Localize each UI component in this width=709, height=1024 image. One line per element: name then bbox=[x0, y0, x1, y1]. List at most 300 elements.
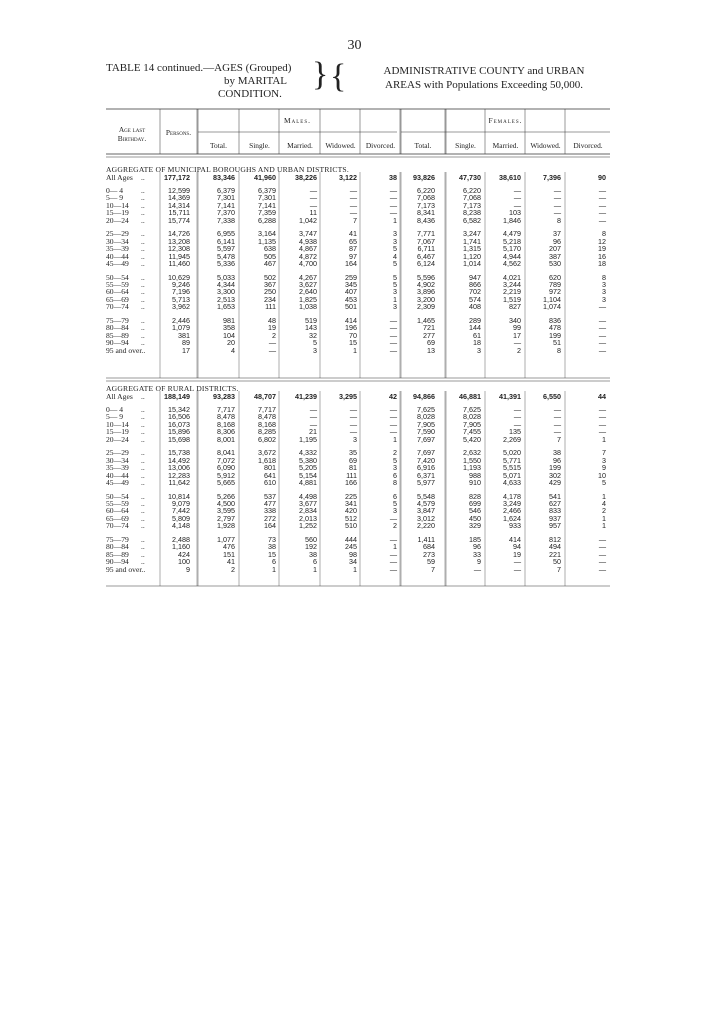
table-cell: 6,467 bbox=[417, 251, 435, 261]
table-cell: 972 bbox=[549, 287, 561, 297]
table-cell: 2,269 bbox=[503, 434, 521, 444]
table-cell: — bbox=[598, 564, 606, 574]
table-cell: 20 bbox=[227, 338, 235, 348]
table-cell: 12,308 bbox=[168, 244, 190, 254]
table-cell: 4,938 bbox=[299, 236, 317, 246]
table-cell: 12,599 bbox=[168, 186, 190, 195]
table-cell: 1 bbox=[393, 542, 397, 552]
table-cell: 166 bbox=[345, 478, 357, 488]
header-col-1: Single. bbox=[249, 141, 270, 150]
table-cell: 1,074 bbox=[543, 302, 561, 312]
table-cell: 1,741 bbox=[463, 236, 481, 246]
table-cell: 478 bbox=[549, 323, 561, 333]
table-cell: 6,141 bbox=[217, 236, 235, 246]
table-cell: 10,629 bbox=[168, 272, 190, 282]
header-males: Males. bbox=[284, 116, 311, 125]
age-label: 70—74 bbox=[106, 302, 129, 312]
table-cell: — bbox=[389, 419, 397, 429]
table-cell: 1 bbox=[602, 513, 606, 523]
table-cell: 8,478 bbox=[217, 412, 235, 422]
table-cell: 70 bbox=[349, 330, 357, 340]
leader-dots: .. bbox=[141, 506, 145, 516]
header-col-0: Total. bbox=[210, 141, 227, 150]
table-cell: 9 bbox=[602, 463, 606, 473]
leader-dots: .. bbox=[141, 330, 145, 340]
table-cell: 512 bbox=[345, 513, 357, 523]
table-cell: 3 bbox=[477, 345, 481, 355]
table-cell: — bbox=[598, 542, 606, 552]
table-cell: — bbox=[349, 186, 357, 195]
table-cell: — bbox=[598, 534, 606, 544]
age-label: 5— 9 bbox=[106, 412, 124, 422]
table-cell: 94,866 bbox=[413, 392, 435, 401]
page-number: 30 bbox=[347, 38, 362, 53]
table-cell: 5,596 bbox=[417, 272, 435, 282]
table-cell: 1,618 bbox=[258, 455, 276, 465]
table-cell: 4 bbox=[393, 251, 397, 261]
table-cell: 15,738 bbox=[168, 448, 190, 458]
table-cell: 641 bbox=[264, 470, 276, 480]
table-cell: 177,172 bbox=[164, 173, 190, 182]
table-cell: 225 bbox=[345, 491, 357, 501]
table-cell: 1,653 bbox=[217, 302, 235, 312]
table-cell: 6,379 bbox=[258, 186, 276, 195]
table-cell: 2 bbox=[602, 506, 606, 516]
table-cell: 7,173 bbox=[463, 200, 481, 210]
table-cell: 245 bbox=[345, 542, 357, 552]
table-cell: — bbox=[553, 412, 561, 422]
table-cell: 4,332 bbox=[299, 448, 317, 458]
table-cell: 408 bbox=[469, 302, 481, 312]
table-cell: — bbox=[598, 405, 606, 414]
table-cell: 3,962 bbox=[172, 302, 190, 312]
table-cell: 5 bbox=[393, 272, 397, 282]
table-cell: 15,896 bbox=[168, 427, 190, 437]
age-label: 75—79 bbox=[106, 534, 129, 544]
table-cell: 234 bbox=[264, 294, 276, 304]
table-cell: — bbox=[598, 419, 606, 429]
table-cell: — bbox=[598, 302, 606, 312]
age-label: 80—84 bbox=[106, 542, 129, 552]
age-label: All Ages bbox=[106, 392, 133, 401]
table-cell: — bbox=[389, 412, 397, 422]
table-cell: — bbox=[349, 427, 357, 437]
table-cell: 329 bbox=[469, 521, 481, 531]
table-cell: 5,154 bbox=[299, 470, 317, 480]
table-cell: 51 bbox=[553, 338, 561, 348]
table-cell: 414 bbox=[509, 534, 521, 544]
table-cell: 15 bbox=[268, 549, 276, 559]
table-cell: 96 bbox=[553, 455, 561, 465]
table-cell: 18 bbox=[473, 338, 481, 348]
leader-dots: .. bbox=[141, 193, 145, 203]
table-cell: 151 bbox=[223, 549, 235, 559]
age-label: All Ages bbox=[106, 173, 133, 182]
table-cell: 89 bbox=[182, 338, 190, 348]
table-cell: 2,309 bbox=[417, 302, 435, 312]
table-cell: — bbox=[598, 412, 606, 422]
table-cell: 15,698 bbox=[168, 434, 190, 444]
table-cell: — bbox=[349, 412, 357, 422]
leader-dots: .. bbox=[141, 491, 145, 501]
table-cell: 38 bbox=[268, 542, 276, 552]
table-cell: 5 bbox=[393, 455, 397, 465]
age-label: 95 and over.. bbox=[106, 345, 146, 355]
table-cell: 7,625 bbox=[463, 405, 481, 414]
table-cell: 7,072 bbox=[217, 455, 235, 465]
table-cell: 19 bbox=[268, 323, 276, 333]
table-cell: — bbox=[389, 330, 397, 340]
table-cell: 7 bbox=[557, 434, 561, 444]
table-cell: 1 bbox=[393, 434, 397, 444]
table-cell: 1 bbox=[393, 294, 397, 304]
table-cell: 7,442 bbox=[172, 506, 190, 516]
table-cell: 3 bbox=[602, 294, 606, 304]
table-cell: 3,672 bbox=[258, 448, 276, 458]
table-cell: 6,916 bbox=[417, 463, 435, 473]
table-cell: 1,120 bbox=[463, 251, 481, 261]
table-cell: 96 bbox=[473, 542, 481, 552]
table-cell: 185 bbox=[469, 534, 481, 544]
table-cell: 1 bbox=[602, 491, 606, 501]
table-cell: 7,717 bbox=[217, 405, 235, 414]
table-cell: 42 bbox=[389, 392, 397, 401]
table-cell: 4,881 bbox=[299, 478, 317, 488]
table-cell: 3,847 bbox=[417, 506, 435, 516]
header-col-7: Married. bbox=[492, 141, 519, 150]
table-cell: — bbox=[389, 193, 397, 203]
table-cell: 221 bbox=[549, 549, 561, 559]
table-cell: 1 bbox=[313, 564, 317, 574]
table-cell: 14,726 bbox=[168, 229, 190, 239]
section-title: AGGREGATE OF MUNICIPAL BOROUGHS AND URBAN DISTRICTS. bbox=[106, 165, 349, 174]
table-cell: 3 bbox=[393, 463, 397, 473]
table-cell: 494 bbox=[549, 542, 561, 552]
header-females: Females. bbox=[488, 116, 523, 125]
age-label: 30—34 bbox=[106, 236, 129, 246]
table-cell: 6,711 bbox=[417, 244, 435, 254]
table-cell: 18 bbox=[598, 259, 606, 269]
table-cell: 5,266 bbox=[217, 491, 235, 501]
table-cell: 73 bbox=[268, 534, 276, 544]
table-cell: 199 bbox=[549, 330, 561, 340]
table-cell: 560 bbox=[305, 534, 317, 544]
table-cell: 48 bbox=[268, 315, 276, 325]
table-cell: 7,338 bbox=[217, 215, 235, 225]
leader-dots: .. bbox=[141, 208, 145, 218]
table-cell: 196 bbox=[345, 323, 357, 333]
table-cell: 4,902 bbox=[417, 279, 435, 289]
table-cell: 510 bbox=[345, 521, 357, 531]
table-cell: 2,220 bbox=[417, 521, 435, 531]
table-cell: — bbox=[389, 345, 397, 355]
table-cell: 5,380 bbox=[299, 455, 317, 465]
table-cell: 381 bbox=[178, 330, 190, 340]
table-cell: — bbox=[513, 405, 521, 414]
table-cell: 4,867 bbox=[299, 244, 317, 254]
age-label: 30—34 bbox=[106, 455, 129, 465]
table-cell: 3 bbox=[602, 287, 606, 297]
table-cell: 6,371 bbox=[417, 470, 435, 480]
table-cell: 1,624 bbox=[503, 513, 521, 523]
table-cell: 259 bbox=[345, 272, 357, 282]
table-cell: 6,955 bbox=[217, 229, 235, 239]
table-cell: 429 bbox=[549, 478, 561, 488]
table-cell: 41 bbox=[227, 557, 235, 567]
age-label: 50—54 bbox=[106, 491, 129, 501]
table-cell: — bbox=[553, 208, 561, 218]
leader-dots: .. bbox=[141, 236, 145, 246]
table-cell: — bbox=[309, 419, 317, 429]
table-cell: — bbox=[268, 338, 276, 348]
leader-dots: .. bbox=[141, 173, 145, 182]
table-cell: — bbox=[513, 412, 521, 422]
age-label: 50—54 bbox=[106, 272, 129, 282]
table-cell: 910 bbox=[469, 478, 481, 488]
table-cell: 8,436 bbox=[417, 215, 435, 225]
table-cell: 2 bbox=[393, 521, 397, 531]
age-label: 55—59 bbox=[106, 279, 129, 289]
table-cell: 135 bbox=[509, 427, 521, 437]
table-cell: 90 bbox=[598, 173, 606, 182]
table-cell: 103 bbox=[509, 208, 521, 218]
leader-dots: .. bbox=[141, 448, 145, 458]
table-cell: 3 bbox=[393, 229, 397, 239]
table-cell: 3,747 bbox=[299, 229, 317, 239]
table-cell: 4,872 bbox=[299, 251, 317, 261]
age-label: 0— 4 bbox=[106, 405, 124, 414]
leader-dots: .. bbox=[141, 294, 145, 304]
table-cell: 93,826 bbox=[413, 173, 435, 182]
table-cell: — bbox=[349, 193, 357, 203]
leader-dots: .. bbox=[141, 498, 145, 508]
table-cell: 7,905 bbox=[417, 419, 435, 429]
table-cell: 1,928 bbox=[217, 521, 235, 531]
table-cell: 3 bbox=[602, 455, 606, 465]
table-cell: 444 bbox=[345, 534, 357, 544]
table-cell: 5,420 bbox=[463, 434, 481, 444]
table-cell: 35 bbox=[349, 448, 357, 458]
table-cell: 7 bbox=[353, 215, 357, 225]
table-cell: 98 bbox=[349, 549, 357, 559]
table-cell: 48,707 bbox=[254, 392, 276, 401]
table-cell: 104 bbox=[223, 330, 235, 340]
leader-dots: .. bbox=[141, 549, 145, 559]
leader-dots: .. bbox=[141, 557, 145, 567]
table-cell: 2 bbox=[517, 345, 521, 355]
table-cell: 7,301 bbox=[217, 193, 235, 203]
table-cell: 46,881 bbox=[459, 392, 481, 401]
table-cell: 273 bbox=[423, 549, 435, 559]
age-label: 60—64 bbox=[106, 506, 129, 516]
table-cell: 3 bbox=[602, 279, 606, 289]
table-cell: 19 bbox=[513, 549, 521, 559]
table-cell: 38 bbox=[309, 549, 317, 559]
table-cell: 1 bbox=[272, 564, 276, 574]
table-cell: 4,178 bbox=[503, 491, 521, 501]
table-cell: 5,205 bbox=[299, 463, 317, 473]
table-cell: 519 bbox=[305, 315, 317, 325]
table-cell: 620 bbox=[549, 272, 561, 282]
table-cell: 812 bbox=[549, 534, 561, 544]
table-cell: 8,306 bbox=[217, 427, 235, 437]
table-cell: 2,488 bbox=[172, 534, 190, 544]
table-cell: 100 bbox=[178, 557, 190, 567]
table-cell: — bbox=[349, 208, 357, 218]
table-cell: — bbox=[309, 186, 317, 195]
section-title: AGGREGATE OF RURAL DISTRICTS. bbox=[106, 384, 239, 393]
table-cell: 3,247 bbox=[463, 229, 481, 239]
table-cell: 7,141 bbox=[217, 200, 235, 210]
table-cell: 13,006 bbox=[168, 463, 190, 473]
table-cell: 638 bbox=[264, 244, 276, 254]
table-cell: 7,396 bbox=[543, 173, 561, 182]
table-cell: — bbox=[389, 186, 397, 195]
table-cell: 1,411 bbox=[417, 534, 435, 544]
table-cell: 38 bbox=[389, 173, 397, 182]
table-cell: — bbox=[389, 315, 397, 325]
table-cell: 4,148 bbox=[172, 521, 190, 531]
table-cell: 8,168 bbox=[217, 419, 235, 429]
table-cell: 789 bbox=[549, 279, 561, 289]
leader-dots: .. bbox=[141, 272, 145, 282]
table-cell: 947 bbox=[469, 272, 481, 282]
table-cell: 8 bbox=[557, 215, 561, 225]
table-cell: 684 bbox=[423, 542, 435, 552]
table-cell: 1,193 bbox=[463, 463, 481, 473]
table-cell: 272 bbox=[264, 513, 276, 523]
leader-dots: .. bbox=[141, 315, 145, 325]
table-cell: — bbox=[389, 427, 397, 437]
age-label: 40—44 bbox=[106, 470, 129, 480]
table-cell: 7,420 bbox=[417, 455, 435, 465]
table-cell: 981 bbox=[223, 315, 235, 325]
table-cell: 5,771 bbox=[503, 455, 521, 465]
table-cell: 1 bbox=[353, 564, 357, 574]
table-cell: 15 bbox=[349, 338, 357, 348]
table-cell: 3 bbox=[353, 434, 357, 444]
table-cell: 933 bbox=[509, 521, 521, 531]
table-cell: 836 bbox=[549, 315, 561, 325]
table-cell: 505 bbox=[264, 251, 276, 261]
age-label: 5— 9 bbox=[106, 193, 124, 203]
table-cell: 1,195 bbox=[299, 434, 317, 444]
table-cell: 424 bbox=[178, 549, 190, 559]
table-cell: 94 bbox=[513, 542, 521, 552]
table-cell: 9,079 bbox=[172, 498, 190, 508]
table-cell: 15,711 bbox=[168, 208, 190, 218]
age-label: 75—79 bbox=[106, 315, 129, 325]
table-cell: 277 bbox=[423, 330, 435, 340]
age-label: 80—84 bbox=[106, 323, 129, 333]
table-cell: 937 bbox=[549, 513, 561, 523]
table-cell: 17 bbox=[513, 330, 521, 340]
table-cell: 7 bbox=[557, 564, 561, 574]
age-label: 70—74 bbox=[106, 521, 129, 531]
table-cell: 14,369 bbox=[168, 193, 190, 203]
table-cell: 81 bbox=[349, 463, 357, 473]
table-cell: 1,077 bbox=[217, 534, 235, 544]
table-cell: 13,208 bbox=[168, 236, 190, 246]
table-cell: 574 bbox=[469, 294, 481, 304]
table-cell: 3,677 bbox=[299, 498, 317, 508]
table-cell: 7,717 bbox=[258, 405, 276, 414]
table-cell: — bbox=[389, 549, 397, 559]
table-cell: 340 bbox=[509, 315, 521, 325]
table-cell: 6,220 bbox=[463, 186, 481, 195]
table-cell: 2,834 bbox=[299, 506, 317, 516]
table-cell: 38,610 bbox=[499, 173, 521, 182]
table-cell: 988 bbox=[469, 470, 481, 480]
age-label: 85—89 bbox=[106, 330, 129, 340]
table-cell: 87 bbox=[349, 244, 357, 254]
table-cell: 3,164 bbox=[258, 229, 276, 239]
table-cell: 99 bbox=[513, 323, 521, 333]
table-cell: 833 bbox=[549, 506, 561, 516]
table-cell: 4,344 bbox=[217, 279, 235, 289]
age-label: 90—94 bbox=[106, 557, 129, 567]
age-label: 90—94 bbox=[106, 338, 129, 348]
age-label: 35—39 bbox=[106, 244, 129, 254]
table-cell: — bbox=[349, 419, 357, 429]
table-cell: 11,642 bbox=[168, 478, 190, 488]
table-cell: — bbox=[513, 200, 521, 210]
table-cell: 7,697 bbox=[417, 448, 435, 458]
table-cell: — bbox=[309, 412, 317, 422]
table-cell: 387 bbox=[549, 251, 561, 261]
table-cell: 7,068 bbox=[463, 193, 481, 203]
table-cell: 65 bbox=[349, 236, 357, 246]
table-cell: 1,135 bbox=[258, 236, 276, 246]
table-cell: — bbox=[268, 345, 276, 355]
table-cell: — bbox=[513, 419, 521, 429]
table-cell: 5,218 bbox=[503, 236, 521, 246]
table-cell: 13 bbox=[427, 345, 435, 355]
table-cell: 50 bbox=[553, 557, 561, 567]
leader-dots: .. bbox=[141, 338, 145, 348]
leader-dots: .. bbox=[141, 244, 145, 254]
table-cell: 8,001 bbox=[217, 434, 235, 444]
table-cell: — bbox=[598, 186, 606, 195]
leader-dots: .. bbox=[141, 521, 145, 531]
table-cell: 3,627 bbox=[299, 279, 317, 289]
leader-dots: .. bbox=[141, 251, 145, 261]
table-cell: 41,239 bbox=[295, 392, 317, 401]
table-cell: 4,633 bbox=[503, 478, 521, 488]
table-cell: — bbox=[553, 193, 561, 203]
table-cell: — bbox=[598, 427, 606, 437]
leader-dots: .. bbox=[141, 534, 145, 544]
table-cell: — bbox=[598, 193, 606, 203]
leader-dots: .. bbox=[141, 463, 145, 473]
age-label: 0— 4 bbox=[106, 186, 124, 195]
table-cell: 1 bbox=[602, 434, 606, 444]
table-cell: 453 bbox=[345, 294, 357, 304]
table-cell: 38 bbox=[553, 448, 561, 458]
table-cell: 12 bbox=[598, 236, 606, 246]
table-cell: — bbox=[598, 557, 606, 567]
title-line-2: by MARITAL bbox=[224, 75, 287, 87]
table-cell: 477 bbox=[264, 498, 276, 508]
table-cell: 44 bbox=[598, 392, 606, 401]
table-cell: 37 bbox=[553, 229, 561, 239]
table-cell: — bbox=[598, 215, 606, 225]
table-cell: 8 bbox=[602, 272, 606, 282]
table-cell: 97 bbox=[349, 251, 357, 261]
table-cell: 5 bbox=[393, 498, 397, 508]
table-cell: 541 bbox=[549, 491, 561, 501]
table-cell: 7,301 bbox=[258, 193, 276, 203]
